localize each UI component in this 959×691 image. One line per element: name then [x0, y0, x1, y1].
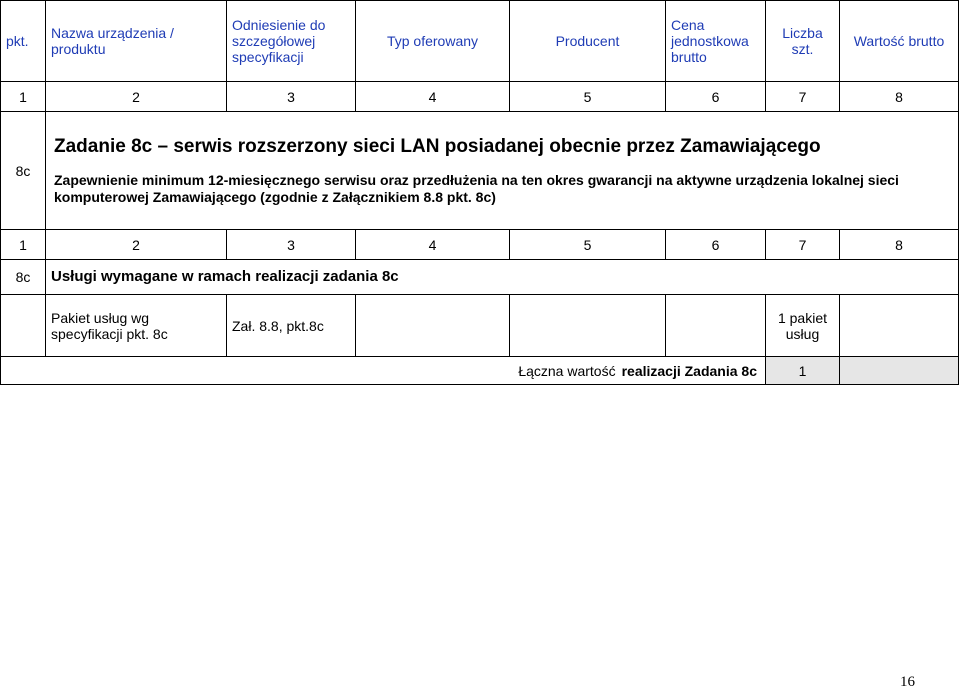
column-number: 6: [666, 230, 766, 260]
column-number: 8: [840, 82, 959, 112]
page-number: 16: [900, 674, 915, 690]
total-value: 1: [766, 357, 840, 385]
item-reference: Zał. 8.8, pkt.8c: [227, 295, 356, 357]
column-number: 3: [227, 230, 356, 260]
header-col-quantity: Liczba szt.: [766, 1, 840, 82]
item-producer: [510, 295, 666, 357]
services-label: Usługi wymagane w ramach realizacji zadania 8c: [46, 260, 959, 295]
item-quantity: 1 pakiet usług: [766, 295, 840, 357]
total-row: [1, 357, 959, 385]
services-row: [1, 260, 959, 295]
column-number: 5: [510, 230, 666, 260]
total-label-plain: Łączna wartość: [518, 362, 616, 379]
item-type-offered: [356, 295, 510, 357]
column-number: 2: [46, 82, 227, 112]
header-col-type: Typ oferowany: [356, 1, 510, 82]
column-number: 6: [666, 82, 766, 112]
header-col-name: Nazwa urządzenia / produktu: [46, 1, 227, 82]
column-number: 8: [840, 230, 959, 260]
item-unit-price: [666, 295, 766, 357]
header-col-value: Wartość brutto: [840, 1, 959, 82]
total-label: [1, 357, 766, 385]
task-cell: [46, 112, 959, 230]
header-col-pkt: pkt.: [1, 1, 46, 82]
task-description: Zapewnienie minimum 12-miesięcznego serwisu oraz przedłużenia na ten okres gwarancji na aktywne urządzenia lokalnej sieci komputerowej Zamawiającego (zgodnie z Załącznikiem 8.8 pkt. 8c): [54, 171, 899, 205]
column-number: 7: [766, 230, 840, 260]
header-col-producer: Producent: [510, 1, 666, 82]
column-number: 3: [227, 82, 356, 112]
header-row: [1, 1, 959, 82]
column-number: 2: [46, 230, 227, 260]
header-col-reference: Odniesienie do szczegółowej specyfikacji: [227, 1, 356, 82]
column-number: 7: [766, 82, 840, 112]
column-number: 4: [356, 230, 510, 260]
numbering-row: [1, 230, 959, 260]
column-number: 5: [510, 82, 666, 112]
column-number: 1: [1, 230, 46, 260]
total-empty: [840, 357, 959, 385]
item-value: [840, 295, 959, 357]
header-col-unit-price: Cena jednostkowa brutto: [666, 1, 766, 82]
item-row: [1, 295, 959, 357]
item-pkt: [1, 295, 46, 357]
services-id: 8c: [1, 260, 46, 295]
task-row: [1, 112, 959, 230]
task-id: 8c: [1, 112, 46, 230]
item-name: Pakiet usług wg specyfikacji pkt. 8c: [46, 295, 227, 357]
task-title: Zadanie 8c – serwis rozszerzony sieci LAN posiadanej obecnie przez Zamawiającego: [54, 135, 821, 157]
column-number: 1: [1, 82, 46, 112]
column-number: 4: [356, 82, 510, 112]
numbering-row: [1, 82, 959, 112]
total-label-bold: realizacji Zadania 8c: [621, 362, 757, 379]
